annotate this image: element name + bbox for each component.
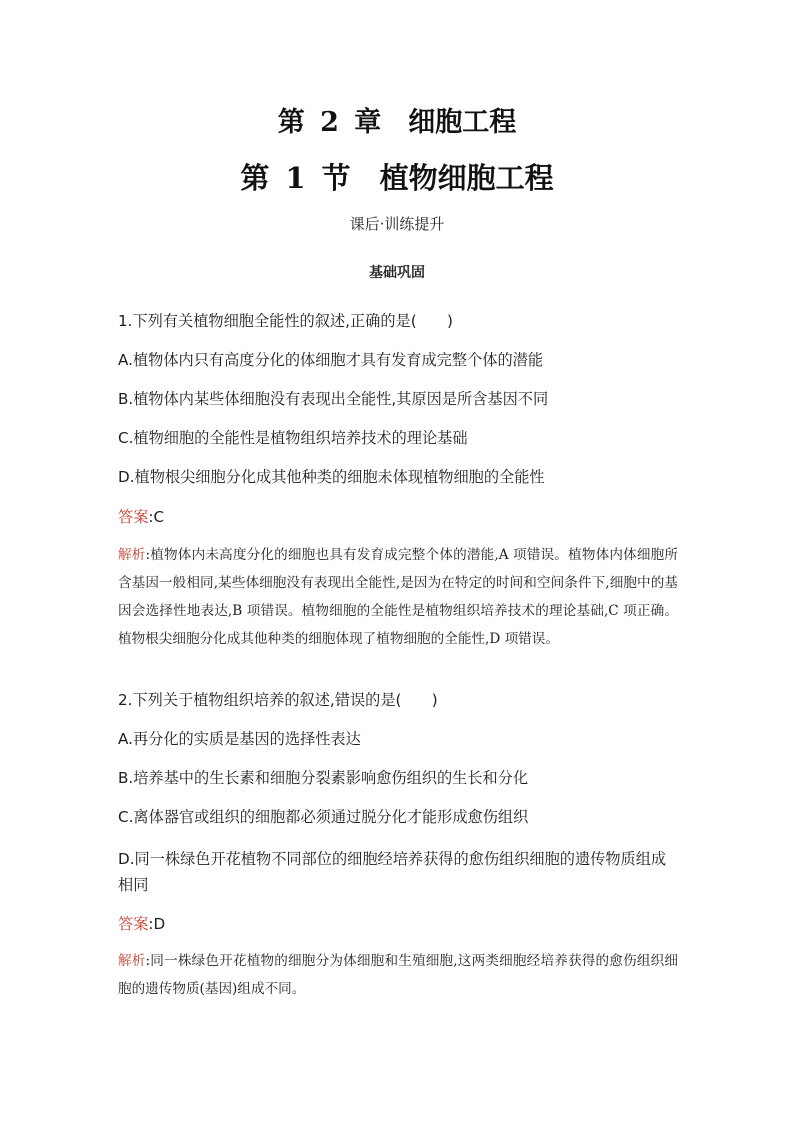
answer-value: :D [148,915,166,933]
question-1-answer [118,507,688,527]
section-heading: 基础巩固 [369,265,425,281]
question-2-explanation [118,947,678,1003]
subtitle: 课后·训练提升 [349,215,445,233]
question-1-option-b: B.植物体内某些体细胞没有表现出全能性,其原因是所含基因不同 [118,390,549,408]
question-1-stem: 1.下列有关植物细胞全能性的叙述,正确的是( ) [118,312,453,330]
explanation-label: 解析 [118,547,146,563]
question-1-option-a: A.植物体内只有高度分化的体细胞才具有发育成完整个体的潜能 [118,351,544,369]
question-2-option-d: D.同一株绿色开花植物不同部位的细胞经培养获得的愈伤组织细胞的遗传物质组成相同 [118,850,667,894]
explanation-text: :同一株绿色开花植物的细胞分为体细胞和生殖细胞,这两类细胞经培养获得的愈伤组织细胞的遗传物质(基因)组成不同。 [118,953,678,997]
answer-label: 答案 [118,915,149,933]
chapter-title: 第 2 章 细胞工程 [277,107,517,138]
explanation-label: 解析 [118,953,146,969]
question-1-option-c: C.植物细胞的全能性是植物组织培养技术的理论基础 [118,429,468,447]
question-2-option-a: A.再分化的实质是基因的选择性表达 [118,730,361,748]
question-2-option-b: B.培养基中的生长素和细胞分裂素影响愈伤组织的生长和分化 [118,769,529,787]
answer-label: 答案 [118,508,149,526]
answer-value: :C [148,508,165,526]
question-1-option-d: D.植物根尖细胞分化成其他种类的细胞未体现植物细胞的全能性 [118,468,545,486]
question-1-explanation [118,541,678,653]
section-title: 第 1 节 植物细胞工程 [240,161,554,195]
question-2-answer [118,914,688,934]
question-2-option-c: C.离体器官或组织的细胞都必须通过脱分化才能形成愈伤组织 [118,808,529,826]
explanation-text: :植物体内未高度分化的细胞也具有发育成完整个体的潜能,A 项错误。植物体内体细胞所含基因一般相同,某些体细胞没有表现出全能性,是因为在特定的时间和空间条件下,细胞中的基因会选择性地表达,B 项错误。植物细胞的全能性是植物组织培养技术的理论基础,C 项正确。植物根尖细胞分化成其他种类的细胞体现了植物细胞的全能性,D 项错误。 [118,547,678,647]
question-2-stem: 2.下列关于植物组织培养的叙述,错误的是( ) [118,691,438,709]
